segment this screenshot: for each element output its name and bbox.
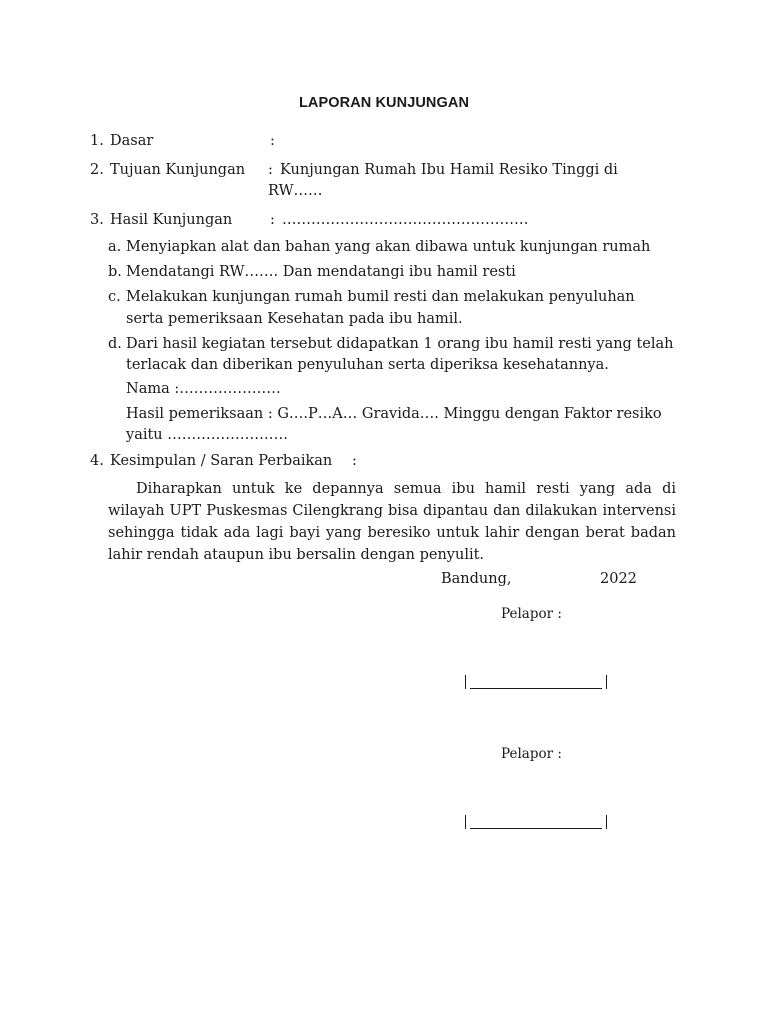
reporter-1-label: Pelapor :	[501, 606, 562, 622]
reporter-2-label: Pelapor :	[501, 746, 562, 762]
item-2-value-line1: Kunjungan Rumah Ibu Hamil Resiko Tinggi di	[280, 162, 618, 178]
item-1-number: 1.	[90, 133, 104, 149]
hasil-pemeriksaan-line1: Hasil pemeriksaan : G….P…A… Gravida…. Minggu dengan Faktor resiko	[126, 406, 662, 422]
signature-line-2	[465, 815, 607, 829]
signature-line-1	[465, 675, 607, 689]
item-3-value: ……………………………………………	[282, 212, 529, 228]
sub-item-d-letter: d.	[108, 336, 122, 352]
sub-item-c-line2: serta pemeriksaan Kesehatan pada ibu hamil.	[126, 311, 463, 327]
nama-field: Nama :…………………	[126, 381, 281, 397]
item-1-colon: :	[270, 133, 275, 149]
item-3-number: 3.	[90, 212, 104, 228]
item-1-label: Dasar	[110, 133, 154, 149]
item-4-number: 4.	[90, 453, 104, 469]
sub-item-a-text: Menyiapkan alat dan bahan yang akan dibawa untuk kunjungan rumah	[126, 239, 651, 255]
item-3-label: Hasil Kunjungan	[110, 212, 233, 228]
sub-item-d-line1: Dari hasil kegiatan tersebut didapatkan 1 orang ibu hamil resti yang telah	[126, 336, 674, 352]
item-4-label: Kesimpulan / Saran Perbaikan	[110, 453, 333, 469]
sub-item-d-line2: terlacak dan diberikan penyuluhan serta diperiksa kesehatannya.	[126, 357, 609, 373]
sub-item-b-letter: b.	[108, 264, 122, 280]
sub-item-a-letter: a.	[108, 239, 122, 255]
item-2-label: Tujuan Kunjungan	[110, 162, 246, 178]
sub-item-b-text: Mendatangi RW……. Dan mendatangi ibu hamil resti	[126, 264, 516, 280]
item-2-number: 2.	[90, 162, 104, 178]
item-2-colon: :	[268, 162, 273, 178]
hasil-pemeriksaan-line2: yaitu …………………….	[126, 427, 288, 443]
place-label: Bandung,	[441, 571, 512, 587]
item-4-colon: :	[352, 453, 357, 469]
item-3-colon: :	[270, 212, 275, 228]
conclusion-paragraph: Diharapkan untuk ke depannya semua ibu hamil resti yang ada di wilayah UPT Puskesmas Cilengkrang bisa dipantau dan dilakukan intervensi sehingga tidak ada lagi bayi yang beresiko untuk lahir dengan berat badan lahir rendah ataupun ibu bersalin dengan penyulit.	[108, 481, 676, 563]
document-title: LAPORAN KUNJUNGAN	[298, 95, 470, 111]
item-2-value-line2: RW……	[268, 183, 323, 199]
sub-item-c-line1: Melakukan kunjungan rumah bumil resti dan melakukan penyuluhan	[126, 289, 635, 305]
sub-item-c-letter: c.	[108, 289, 121, 305]
year-label: 2022	[600, 571, 637, 587]
